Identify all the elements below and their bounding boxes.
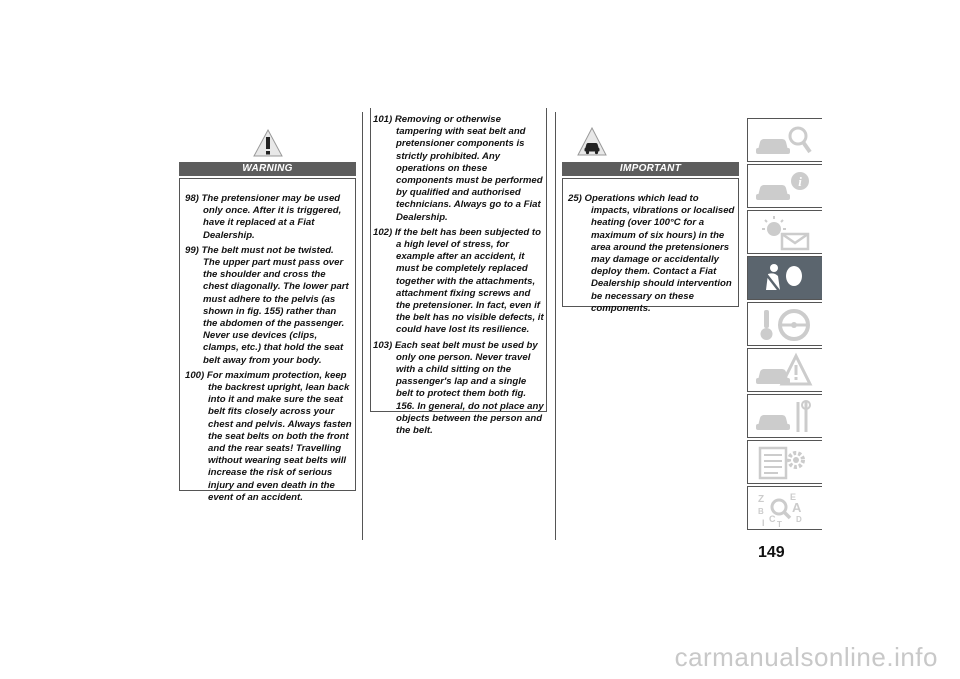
- tab-key-steering-wheel[interactable]: [747, 302, 822, 346]
- important-box: [562, 178, 739, 314]
- key-steering-wheel-icon: [752, 306, 818, 344]
- warning-item-103: 103) Each seat belt must be used by only one person. Never travel with a child sitting on the passenger's lap and a single belt to protect them both fig. 156. In general, do not place any objects between the person and the belt.: [373, 339, 544, 437]
- important-item-25: 25) Operations which lead to impacts, vibrations or localised heating (over 100°C for a maximum of six hours) in the area around the pretensioners may damage or accidentally deploy them. Contact a Fiat Dealership should intervention be necessary on these components.: [568, 193, 735, 314]
- warning-continued-box: [370, 108, 547, 437]
- exclamation-triangle-icon: [252, 127, 284, 164]
- letter-d: D: [796, 515, 802, 524]
- list-gear-icon: [752, 444, 818, 482]
- letter-e: E: [790, 492, 797, 502]
- letter-a: A: [792, 500, 802, 515]
- tab-car-info[interactable]: [747, 164, 822, 208]
- car-warning-triangle-icon: [575, 125, 609, 164]
- svg-text:i: i: [798, 174, 802, 189]
- warning-item-101: 101) Removing or otherwise tampering with seat belt and pretensioner components is strictly prohibited. Any operations on these components must be performed by qualified and authorised technicians. Always go to a Fiat Dealership.: [373, 114, 543, 223]
- important-header: IMPORTANT: [562, 162, 739, 176]
- column-divider-right: [555, 112, 556, 540]
- tab-car-crash-warning[interactable]: [747, 348, 822, 392]
- warning-item-99: 99) The belt must not be twisted. The upper part must pass over the shoulder and cross the chest diagonally. The lower part must adhere to the pelvis (as shown in fig. 155) rather than the abdomen of the passenger. Never use devices (clips, clamps, etc.) that hold the seat belt away from your body.: [185, 244, 349, 366]
- letter-b: B: [758, 507, 764, 516]
- watermark: carmanualsonline.info: [674, 642, 938, 672]
- seatbelt-airbag-icon: [752, 260, 818, 298]
- letter-i: I: [762, 518, 765, 528]
- tab-warning-light-envelope[interactable]: [747, 210, 822, 254]
- car-tools-icon: [752, 398, 818, 436]
- tab-alphabet-index[interactable]: [747, 486, 822, 530]
- tab-car-magnifier[interactable]: [747, 118, 822, 162]
- warning-item-98: 98) The pretensioner may be used only once. After it is triggered, have it replaced at a Fiat Dealership.: [185, 193, 342, 241]
- warning-header: WARNING: [179, 162, 356, 176]
- warning-box: [179, 178, 356, 503]
- warning-item-100: 100) For maximum protection, keep the backrest upright, lean back into it and make sure the seat belt fits closely across your chest and pelvis. Always fasten the seat belts on both the front and the rear seats! Travelling without wearing seat belts will increase the risk of serious injury and even death in the event of an accident.: [185, 369, 352, 503]
- tab-seatbelt-airbag[interactable]: [747, 256, 822, 300]
- letter-z: Z: [758, 494, 765, 505]
- warning-item-102: 102) If the belt has been subjected to a high level of stress, for example after an accident, it must be completely replaced together with the attachments, attachment fixing screws and the pretensioner. In fact, even if the belt has no visible defects, it could have lost its resilience.: [373, 226, 544, 336]
- tab-list-gear[interactable]: [747, 440, 822, 484]
- letter-c: C: [769, 514, 776, 524]
- car-magnifier-icon: [752, 122, 818, 160]
- alphabet-index-icon: [752, 490, 818, 528]
- tab-car-tools[interactable]: [747, 394, 822, 438]
- car-crash-warning-icon: [752, 352, 818, 390]
- letter-t: T: [777, 520, 782, 528]
- page-number: 149: [758, 544, 785, 561]
- car-info-icon: [752, 168, 818, 206]
- column-divider-left: [362, 112, 363, 540]
- warning-light-envelope-icon: [752, 214, 818, 252]
